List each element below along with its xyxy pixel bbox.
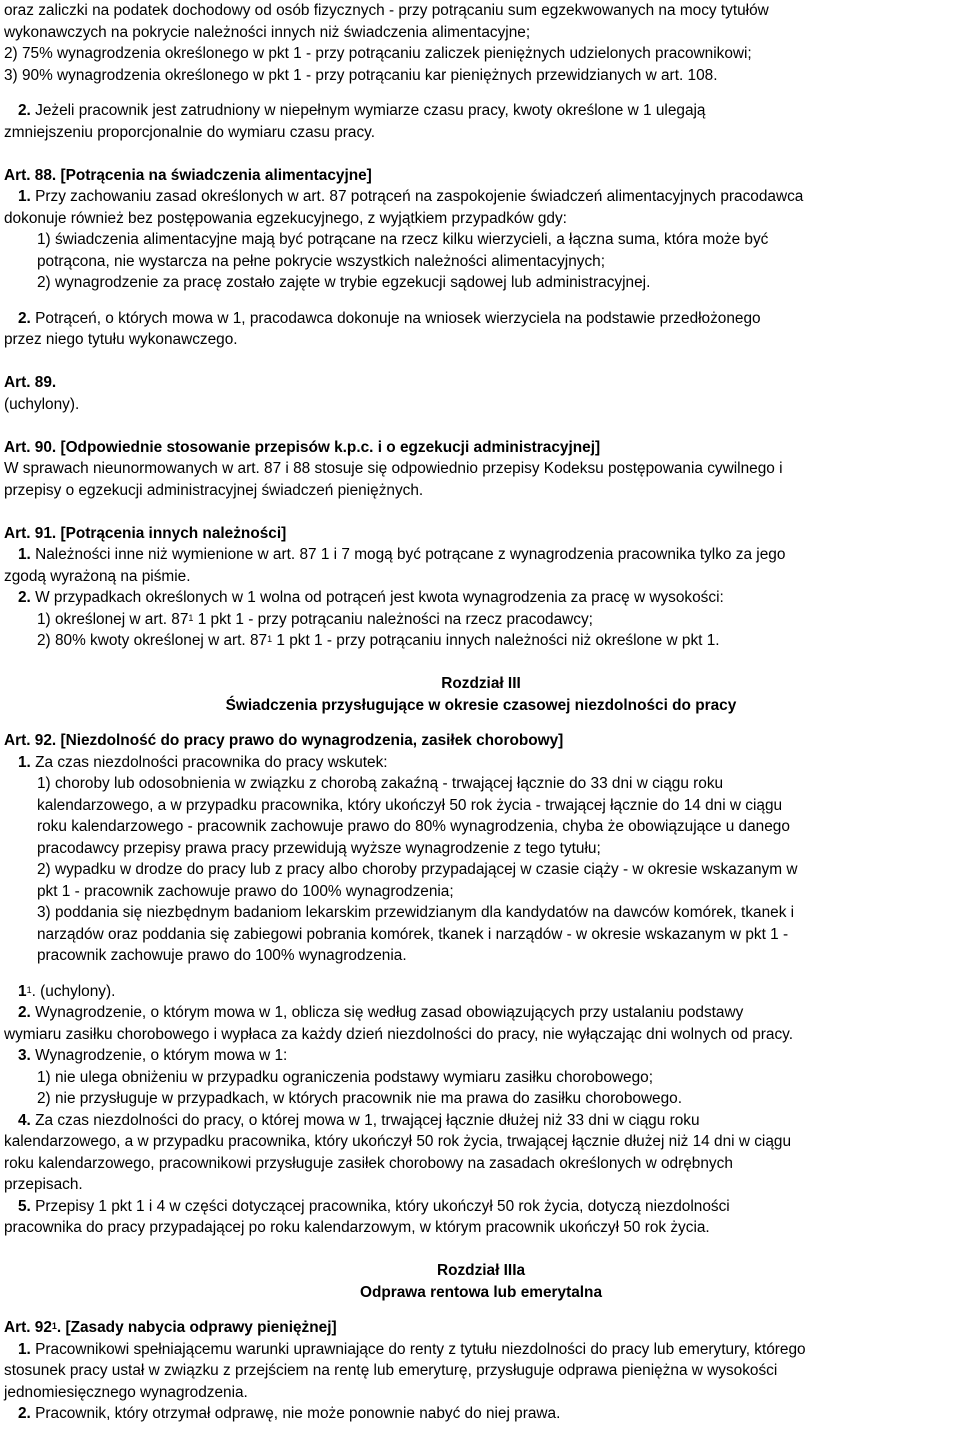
paragraph-number: 1. xyxy=(18,546,31,563)
text-line: 3) 90% wynagrodzenia określonego w pkt 1 - przy potrącaniu kar pieniężnych przewidzianych w art. 108. xyxy=(4,66,718,84)
list-item: 1) nie ulega obniżeniu w przypadku ograniczenia podstawy wymiaru zasiłku chorobowego; xyxy=(37,1068,653,1086)
text-line: narządów oraz poddania się zabiegowi pobrania komórek, tkanek i narządów - w okresie wskazanym w pkt 1 - xyxy=(37,925,789,943)
paragraph-number: 1. xyxy=(18,1340,31,1358)
paragraph-number: 1 xyxy=(18,982,27,1000)
paragraph-text: Przy zachowaniu zasad określonych w art. 87 potrąceń na zaspokojenie świadczeń alimentacyjnych pracodawca xyxy=(35,188,804,205)
chapter-subtitle: Odprawa rentowa lub emerytalna xyxy=(359,1283,603,1301)
text-line: kalendarzowego, a w przypadku pracownika, który ukończył 50 rok życia - trwającej łącznie do 14 dni w ciągu xyxy=(37,796,783,814)
paragraph xyxy=(4,100,958,122)
paragraph xyxy=(4,752,958,774)
list-item: 2) 80% kwoty określonej w art. $87^1$ 1 pkt 1 - przy potrącaniu innych należności niż określone w pkt 1. xyxy=(37,632,720,649)
article-heading: Art. 91. [Potrącenia innych należności] xyxy=(4,524,287,542)
paragraph-number: 3. xyxy=(18,1047,31,1064)
text-line: pracownika do pracy przypadającej po roku kalendarzowym, w którym pracownik ukończył 50 rok życia. xyxy=(4,1219,710,1236)
text-line: (uchylony). xyxy=(4,395,80,413)
paragraph-text: Za czas niezdolności pracownika do pracy wskutek: xyxy=(35,753,388,771)
paragraph xyxy=(4,1110,958,1132)
paragraph: $1^1$. (uchylony). xyxy=(18,982,116,1000)
list-item: 1) świadczenia alimentacyjne mają być potrącane na rzecz kilku wierzycieli, a łączna suma, która może być xyxy=(37,231,769,248)
chapter-subtitle: Świadczenia przysługujące w okresie czasowej niezdolności do pracy xyxy=(225,696,737,714)
article-heading: Art. $92^1$. [Zasady nabycia odprawy pieniężnej] xyxy=(4,1319,337,1336)
paragraph-text: Pracownik, który otrzymał odprawę, nie może ponownie nabyć do niej prawa. xyxy=(35,1405,561,1422)
text-line: oraz zaliczki na podatek dochodowy od osób fizycznych - przy potrącaniu sum egzekwowanych na mocy tytułów xyxy=(4,2,769,19)
article-heading: Art. 89. xyxy=(4,374,57,391)
paragraph xyxy=(4,1339,958,1361)
chapter-title: Rozdział III xyxy=(441,675,521,692)
paragraph xyxy=(4,1403,958,1425)
chapter-title: Rozdział IIIa xyxy=(436,1262,526,1279)
paragraph xyxy=(4,1196,958,1218)
paragraph-number: 2. xyxy=(18,1004,31,1021)
text-line: przepisach. xyxy=(4,1176,83,1193)
text-line: zmniejszeniu proporcjonalnie do wymiaru czasu pracy. xyxy=(4,123,375,141)
text-line: jednomiesięcznego wynagrodzenia. xyxy=(4,1383,248,1401)
paragraph-text: Należności inne niż wymienione w art. 87 1 i 7 mogą być potrącane z wynagrodzenia pracownika tylko za jego xyxy=(35,546,786,563)
list-item: 1) choroby lub odosobnienia w związku z chorobą zakaźną - trwającej łącznie do 33 dni w ciągu roku xyxy=(37,775,724,792)
paragraph-number: 4. xyxy=(18,1111,31,1129)
text-line: wymiaru zasiłku chorobowego i wypłaca za każdy dzień niezdolności do pracy, nie wyłączając dni wolnych od pracy. xyxy=(4,1025,794,1043)
paragraph-text: Przepisy 1 pkt 1 i 4 w części dotyczącej pracownika, który ukończył 50 rok życia, dotyczą niezdolności xyxy=(35,1197,730,1215)
paragraph-text: Wynagrodzenie, o którym mowa w 1: xyxy=(35,1047,288,1064)
list-item: 3) poddania się niezbędnym badaniom lekarskim przewidzianym dla kandydatów na dawców komórek, tkanek i xyxy=(37,904,795,921)
article-heading: Art. 92. [Niezdolność do pracy prawo do wynagrodzenia, zasiłek chorobowy] xyxy=(4,732,564,749)
text-line: wykonawczych na pokrycie należności innych niż świadczenia alimentacyjne; xyxy=(4,23,531,41)
text-line: przepisy o egzekucji administracyjnej świadczeń pieniężnych. xyxy=(4,481,424,499)
paragraph xyxy=(4,587,958,609)
text-line: dokonuje również bez postępowania egzekucyjnego, z wyjątkiem przypadków gdy: xyxy=(4,209,567,227)
paragraph xyxy=(4,544,958,566)
paragraph-number: 1. xyxy=(18,188,31,205)
list-item: 2) wynagrodzenie za pracę zostało zajęte w trybie egzekucji sądowej lub administracyjnej. xyxy=(37,274,651,291)
text-line: 2) 75% wynagrodzenia określonego w pkt 1 - przy potrącaniu zaliczek pieniężnych udzielonych pracownikowi; xyxy=(4,45,752,62)
article-heading: Art. 90. [Odpowiednie stosowanie przepisów k.p.c. i o egzekucji administracyjnej] xyxy=(4,438,601,456)
text-line: roku kalendarzowego, pracownikowi przysługuje zasiłek chorobowy na zasadach określonych w odrębnych xyxy=(4,1154,733,1172)
list-item: 1) określonej w art. $87^1$ 1 pkt 1 - przy potrącaniu należności na rzecz pracodawcy; xyxy=(37,610,593,628)
paragraph xyxy=(4,1002,958,1024)
paragraph-number: 2. xyxy=(18,309,31,327)
paragraph-number: 1. xyxy=(18,753,31,771)
text-line: W sprawach nieunormowanych w art. 87 i 88 stosuje się odpowiednio przepisy Kodeksu postępowania cywilnego i xyxy=(4,460,783,477)
list-item: 2) nie przysługuje w przypadkach, w których pracownik nie ma prawa do zasiłku chorobowego. xyxy=(37,1090,683,1107)
paragraph-text: Wynagrodzenie, o którym mowa w 1, oblicza się według zasad obowiązujących przy ustalaniu podstawy xyxy=(35,1004,744,1021)
text-line: zgodą wyrażoną na piśmie. xyxy=(4,567,191,585)
paragraph-text: Jeżeli pracownik jest zatrudniony w niepełnym wymiarze czasu pracy, kwoty określone w 1 ulegają xyxy=(35,102,706,119)
text-line: potrącona, nie wystarcza na pełne pokrycie wszystkich należności alimentacyjnych; xyxy=(37,252,606,270)
paragraph-number: 2. xyxy=(18,102,31,119)
list-item: 2) wypadku w drodze do pracy lub z pracy albo choroby przypadającej w czasie ciąży - w okresie wskazanym w xyxy=(37,861,798,878)
paragraph-number: 2. xyxy=(18,589,31,606)
text-line: pracodawcy przepisy prawa pracy przewidują wyższe wynagrodzenie z tego tytułu; xyxy=(37,839,601,857)
paragraph-text: Pracownikowi spełniającemu warunki uprawniające do renty z tytułu niezdolności do pracy lub emerytury, którego xyxy=(35,1340,806,1358)
paragraph xyxy=(4,308,958,330)
paragraph-text: W przypadkach określonych w 1 wolna od potrąceń jest kwota wynagrodzenia za pracę w wysokości: xyxy=(35,589,724,606)
paragraph-number: 2. xyxy=(18,1405,31,1422)
text-line: pracownik zachowuje prawo do 100% wynagrodzenia. xyxy=(37,947,407,964)
paragraph xyxy=(4,1045,958,1067)
text-line: kalendarzowego, a w przypadku pracownika, który ukończył 50 rok życia, trwającej łącznie dłużej niż 14 dni w ciągu xyxy=(4,1133,792,1150)
paragraph-number: 5. xyxy=(18,1197,31,1215)
text-line: przez niego tytułu wykonawczego. xyxy=(4,331,238,348)
text-line: pkt 1 - pracownik zachowuje prawo do 100% wynagrodzenia; xyxy=(37,882,454,900)
paragraph-text: Potrąceń, o których mowa w 1, pracodawca dokonuje na wniosek wierzyciela na podstawie przedłożonego xyxy=(35,309,761,327)
text-line: stosunek pracy ustał w związku z przejściem na rentę lub emeryturę, przysługuje odprawa pieniężna w wysokości xyxy=(4,1362,778,1379)
paragraph xyxy=(4,186,958,208)
paragraph-text: Za czas niezdolności do pracy, o której mowa w 1, trwającej łącznie dłużej niż 33 dni w ciągu roku xyxy=(35,1111,700,1129)
text-line: roku kalendarzowego - pracownik zachowuje prawo do 80% wynagrodzenia, chyba że obowiązujące u danego xyxy=(37,818,790,835)
article-heading: Art. 88. [Potrącenia na świadczenia alimentacyjne] xyxy=(4,166,372,184)
